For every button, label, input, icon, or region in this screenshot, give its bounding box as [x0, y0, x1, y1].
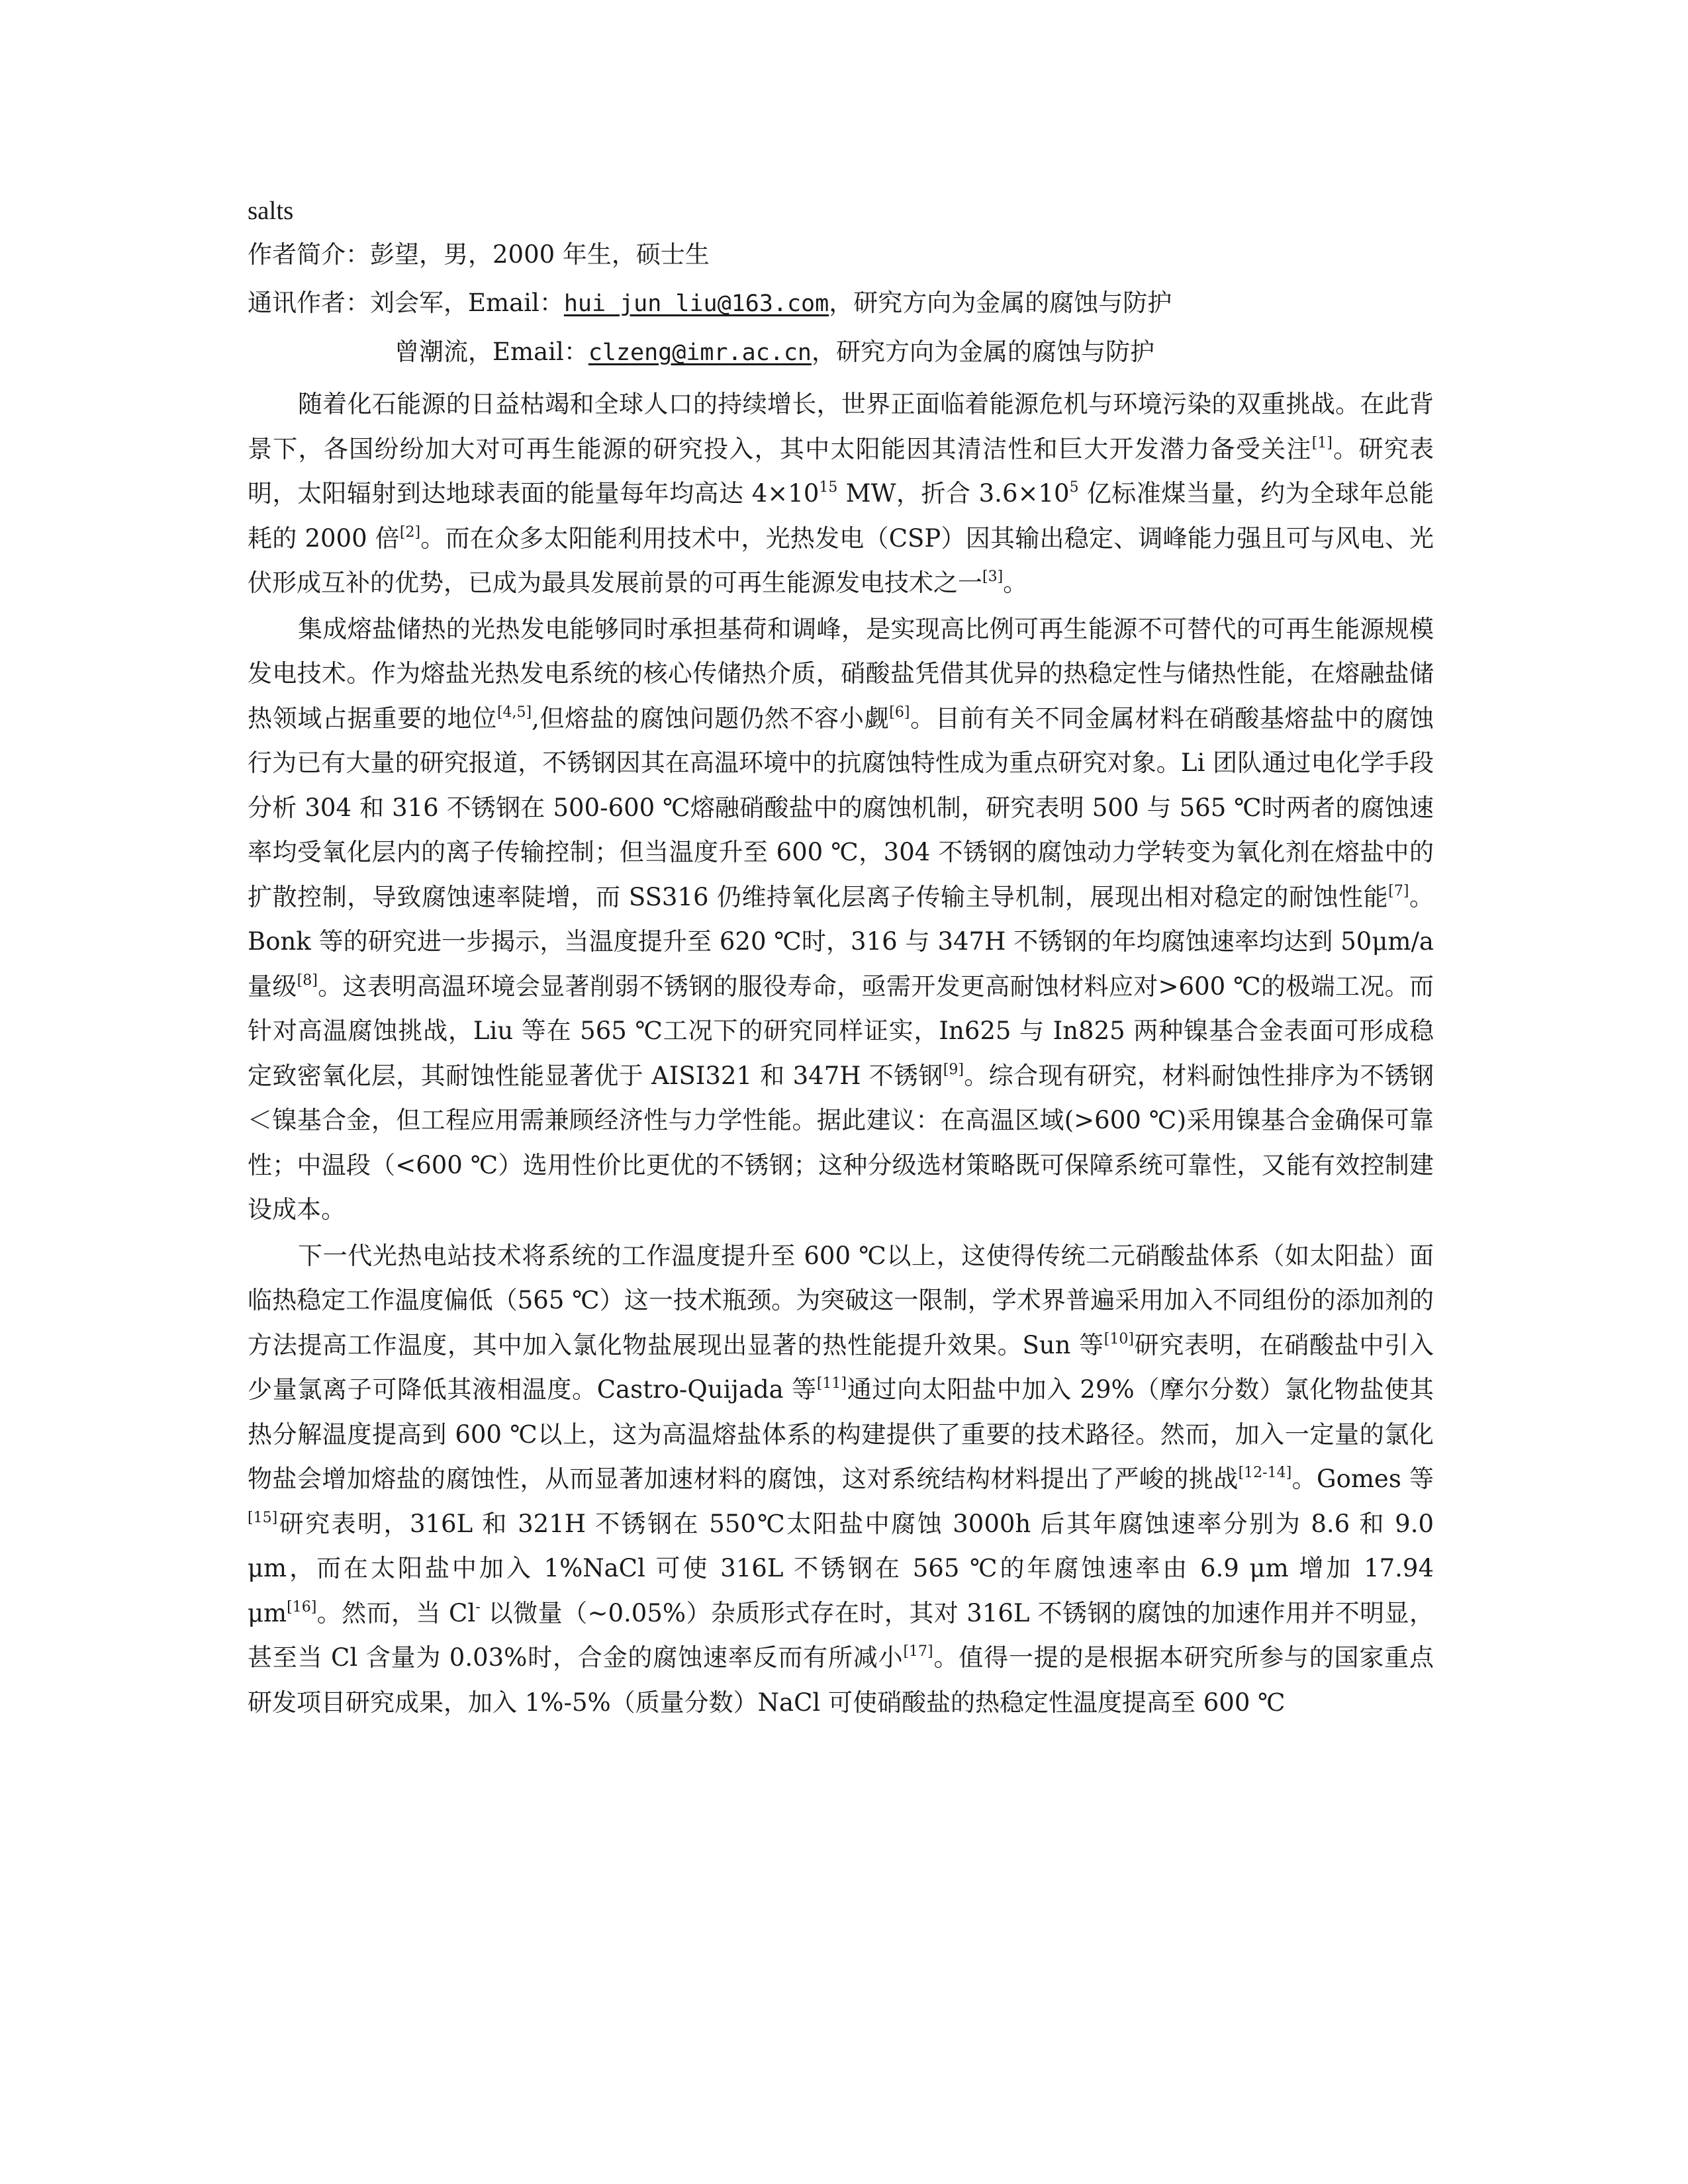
text-run: 通过向太阳盐中加入 29%（摩尔分数）氯化物盐使其热分解温度提高到 600 ℃以上，这为高温熔盐体系的构建提供了重要的技术路径。然而，加入一定量的氯化物盐会增加熔盐的腐蚀性，从而显著加速材料的腐蚀，这对系统结构材料提出了严峻的挑战 [248, 1375, 1434, 1493]
text-run: 亿标准煤当量，约为全球年总能耗的 2000 倍 [248, 479, 1434, 553]
superscript: 5 [1069, 479, 1079, 496]
text-run: 。目前有关不同金属材料在硝酸基熔盐中的腐蚀行为已有大量的研究报道，不锈钢因其在高温环境中的抗腐蚀特性成为重点研究对象。Li 团队通过电化学手段分析 304 和 316 不锈钢在 500-600 ℃熔融硝酸盐中的腐蚀机制，研究表明 500 与 565 ℃时两者的腐蚀速率均受氧化层内的离子传输控制；但当温度升至 600 ℃，304 不锈钢的腐蚀动力学转变为氧化剂在熔盐中的扩散控制，导致腐蚀速率陡增，而 SS316 仍维持氧化层离子传输主导机制，展现出相对稳定的耐蚀性能 [248, 704, 1434, 911]
body-paragraph-1 [248, 382, 1434, 606]
text-run: 。Gomes 等 [1291, 1465, 1434, 1493]
corresponding-author-2-field: ，研究方向为金属的腐蚀与防护 [811, 338, 1154, 366]
corresponding-author-1-name: 刘会军，Email： [370, 289, 564, 317]
body-paragraph-3 [248, 1234, 1434, 1725]
superscript: [15] [248, 1509, 278, 1526]
header-fragment: salts [248, 197, 294, 225]
superscript: [9] [943, 1061, 964, 1078]
corresponding-author-1-email-link[interactable]: hui_jun_liu@163.com [563, 291, 829, 317]
text-run: MW，折合 3.6×10 [837, 479, 1070, 508]
superscript: [7] [1388, 882, 1409, 899]
superscript: [3] [982, 569, 1004, 585]
text-run: 集成熔盐储热的光热发电能够同时承担基荷和调峰，是实现高比例可再生能源不可替代的可再生能源规模发电技术。作为熔盐光热发电系统的核心传储热介质，硝酸盐凭借其优异的热稳定性与储热性能，在熔融盐储热领域占据重要的地位 [248, 614, 1434, 733]
superscript: - [475, 1598, 481, 1615]
superscript: [2] [399, 523, 421, 541]
text-run: 。值得一提的是根据本研究所参与的国家重点研发项目研究成果，加入 1%-5%（质量分数）NaCl 可使硝酸盐的热稳定性温度提高至 600 ℃ [248, 1643, 1434, 1717]
superscript: [8] [297, 972, 318, 989]
text-run: 研究表明，316L 和 321H 不锈钢在 550℃太阳盐中腐蚀 3000h 后其年腐蚀速率分别为 8.6 和 9.0 μm，而在太阳盐中加入 1%NaCl 可使 316L 不锈钢在 565 ℃的年腐蚀速率由 6.9 μm 增加 17.94 μm [248, 1509, 1434, 1627]
superscript: [12-14] [1238, 1465, 1292, 1481]
text-run: 。 [1003, 569, 1028, 597]
author-intro-text: 彭望，男，2000 年生，硕士生 [370, 240, 710, 269]
corresponding-author-1 [248, 284, 1434, 323]
author-intro [248, 236, 1434, 274]
document-page [248, 192, 1434, 1725]
corresponding-author-2-name: 曾潮流，Email： [395, 338, 588, 366]
text-run: 随着化石能源的日益枯竭和全球人口的持续增长，世界正面临着能源危机与环境污染的双重挑战。在此背景下，各国纷纷加大对可再生能源的研究投入，其中太阳能因其清洁性和巨大开发潜力备受关注 [248, 390, 1434, 463]
corresponding-author-2 [248, 333, 1434, 372]
text-run: 研究表明，在硝酸盐中引入少量氯离子可降低其液相温度。Castro-Quijada 等 [248, 1330, 1434, 1404]
superscript: [16] [287, 1598, 317, 1615]
text-run: 。而在众多太阳能利用技术中，光热发电（CSP）因其输出稳定、调峰能力强且可与风电、光伏形成互补的优势，已成为最具发展前景的可再生能源发电技术之一 [248, 523, 1434, 597]
body-paragraph-2 [248, 607, 1434, 1232]
text-run: ,但熔盐的腐蚀问题仍然不容小觑 [532, 704, 890, 733]
text-run: 以微量（~0.05%）杂质形式存在时，其对 316L 不锈钢的腐蚀的加速作用并不明显，甚至当 Cl 含量为 0.03%时，合金的腐蚀速率反而有所减小 [248, 1598, 1434, 1672]
corresponding-author-2-email-link[interactable]: clzeng@imr.ac.cn [588, 340, 812, 366]
text-run: 。Bonk 等的研究进一步揭示，当温度提升至 620 ℃时，316 与 347H 不锈钢的年均腐蚀速率均达到 50μm/a 量级 [248, 882, 1434, 1001]
text-run: 。研究表明，太阳辐射到达地球表面的能量每年均高达 4×10 [248, 434, 1434, 508]
corresponding-label: 通讯作者： [248, 289, 370, 317]
text-run: 。然而，当 Cl [316, 1598, 476, 1627]
superscript: 15 [819, 479, 838, 496]
text-run: 下一代光热电站技术将系统的工作温度提升至 600 ℃以上，这使得传统二元硝酸盐体系（如太阳盐）面临热稳定工作温度偏低（565 ℃）这一技术瓶颈。为突破这一限制，学术界普遍采用加入不同组份的添加剂的方法提高工作温度，其中加入氯化物盐展现出显著的热性能提升效果。Sun 等 [248, 1241, 1434, 1359]
superscript: [6] [889, 704, 910, 721]
corresponding-author-1-field: ，研究方向为金属的腐蚀与防护 [829, 289, 1172, 317]
superscript: [4,5] [496, 704, 532, 721]
superscript: [17] [903, 1643, 933, 1660]
author-intro-label: 作者简介： [248, 240, 370, 269]
text-run: 。综合现有研究，材料耐蚀性排序为不锈钢＜镍基合金，但工程应用需兼顾经济性与力学性能。据此建议：在高温区域(>600 ℃)采用镍基合金确保可靠性；中温段（<600 ℃）选用性价比更优的不锈钢；这种分级选材策略既可保障系统可靠性，又能有效控制建设成本。 [248, 1061, 1434, 1224]
superscript: [1] [1311, 434, 1333, 451]
superscript: [10] [1103, 1330, 1134, 1347]
text-run: 。这表明高温环境会显著削弱不锈钢的服役寿命，亟需开发更高耐蚀材料应对>600 ℃的极端工况。而针对高温腐蚀挑战，Liu 等在 565 ℃工况下的研究同样证实，In625 与 In825 两种镍基合金表面可形成稳定致密氧化层，其耐蚀性能显著优于 AISI321 和 347H 不锈钢 [248, 972, 1434, 1090]
superscript: [11] [816, 1375, 847, 1392]
